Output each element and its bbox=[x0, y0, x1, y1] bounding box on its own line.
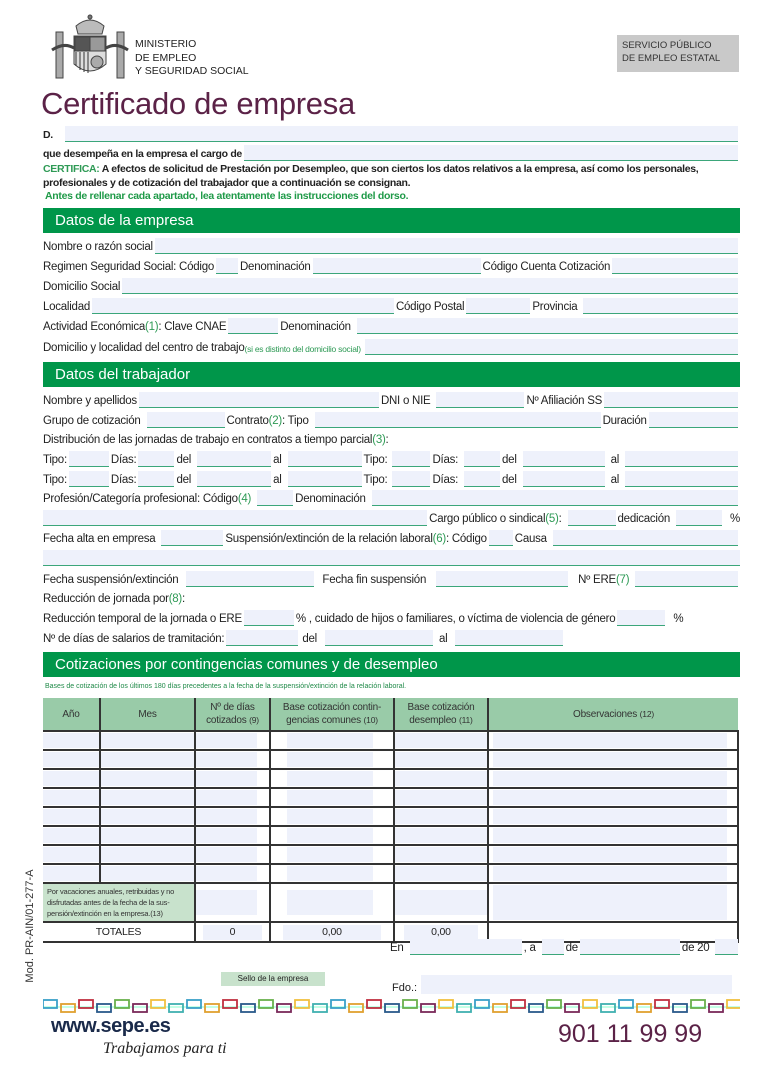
cell-desempleo[interactable] bbox=[394, 788, 488, 807]
cell-ano[interactable] bbox=[43, 807, 100, 826]
chain-link bbox=[61, 1004, 75, 1012]
dni-field[interactable] bbox=[436, 392, 524, 408]
row-reduccion bbox=[43, 588, 740, 606]
label: Provincia bbox=[532, 301, 578, 313]
label: Regimen Seguridad Social: Código bbox=[43, 261, 214, 273]
cell-ano[interactable] bbox=[43, 731, 100, 750]
label: Suspensión/extinción de la relación laboral bbox=[225, 533, 433, 545]
cell-ano[interactable] bbox=[43, 769, 100, 788]
table-row bbox=[43, 845, 738, 864]
cargo-publico-field[interactable] bbox=[568, 510, 616, 526]
section-empresa-header: Datos de la empresa bbox=[43, 208, 740, 233]
grupo-cotizacion-field[interactable] bbox=[147, 412, 225, 428]
table-row bbox=[43, 750, 738, 769]
note-ref: (8) bbox=[168, 593, 183, 605]
cell-dias[interactable] bbox=[195, 769, 270, 788]
col-header-base-comunes: Base cotización contin-gencias comunes (10) bbox=[270, 698, 394, 731]
ministry-name bbox=[135, 38, 249, 79]
tipo-field[interactable] bbox=[392, 471, 430, 487]
label: % bbox=[730, 513, 740, 525]
label: de 20 bbox=[681, 942, 710, 954]
note-ref: (4) bbox=[237, 493, 252, 505]
certifica-text bbox=[43, 162, 743, 190]
cell-comunes[interactable] bbox=[270, 807, 394, 826]
chain-link bbox=[673, 1004, 687, 1012]
cell-ano[interactable] bbox=[43, 788, 100, 807]
table-row bbox=[43, 807, 738, 826]
cell-mes[interactable] bbox=[100, 864, 195, 883]
chain-link bbox=[493, 1004, 507, 1012]
row-localidad bbox=[43, 296, 740, 314]
table-row bbox=[43, 864, 738, 883]
contrato-tipo-field[interactable] bbox=[315, 412, 601, 428]
cell-dias[interactable] bbox=[195, 788, 270, 807]
section-cotizaciones-header: Cotizaciones por contingencias comunes y de desempleo bbox=[43, 652, 740, 677]
cell-desempleo[interactable] bbox=[394, 845, 488, 864]
ere-field[interactable] bbox=[635, 571, 738, 587]
label: Cargo público o sindical bbox=[429, 513, 546, 525]
label: Tipo: bbox=[43, 474, 67, 486]
cell-ano[interactable] bbox=[43, 750, 100, 769]
row-grupo bbox=[43, 410, 740, 428]
row-reduccion-temporal bbox=[43, 608, 740, 626]
cell-observaciones[interactable] bbox=[488, 750, 738, 769]
note: (si es distinto del domicilio social) bbox=[244, 344, 361, 354]
cell-dias[interactable] bbox=[195, 731, 270, 750]
phone-number: 901 11 99 99 bbox=[558, 1020, 703, 1048]
centro-trabajo-field[interactable] bbox=[365, 339, 738, 355]
fdo-label: Fdo.: bbox=[392, 982, 418, 994]
total-desempleo: 0,00 bbox=[394, 922, 488, 942]
label: Reducción de jornada por bbox=[43, 593, 169, 605]
label: Días: bbox=[432, 474, 459, 486]
slogan: Trabajamos para ti bbox=[103, 1040, 227, 1057]
label: al bbox=[438, 633, 448, 645]
ano-field[interactable] bbox=[715, 939, 738, 955]
ccc-field[interactable] bbox=[612, 258, 738, 274]
label: Tipo: bbox=[363, 454, 388, 466]
chain-link bbox=[421, 1004, 435, 1012]
chain-link bbox=[169, 1004, 183, 1012]
domicilio-social-field[interactable] bbox=[122, 278, 738, 294]
label: Nombre y apellidos bbox=[43, 395, 137, 407]
label: Denominación bbox=[240, 261, 311, 273]
table-row bbox=[43, 788, 738, 807]
dia-field[interactable] bbox=[542, 939, 564, 955]
dias-field[interactable] bbox=[464, 471, 500, 487]
cell-dias[interactable] bbox=[195, 845, 270, 864]
row-domicilio bbox=[43, 276, 740, 294]
chain-link bbox=[457, 1004, 471, 1012]
table-row bbox=[43, 731, 738, 750]
cell-dias[interactable] bbox=[195, 826, 270, 845]
cell-comunes[interactable] bbox=[270, 826, 394, 845]
chain-link bbox=[529, 1004, 543, 1012]
table-row-vacaciones bbox=[43, 883, 738, 922]
section-trabajador-header: Datos del trabajador bbox=[43, 362, 740, 387]
label: Denominación bbox=[280, 321, 351, 333]
row-regimen bbox=[43, 256, 740, 274]
cell-comunes[interactable] bbox=[270, 769, 394, 788]
suspension-codigo-field[interactable] bbox=[489, 530, 513, 546]
tipo-field[interactable] bbox=[69, 451, 109, 467]
chain-link bbox=[133, 1004, 147, 1012]
label: Nº ERE bbox=[578, 574, 616, 586]
label: Distribución de las jornadas de trabajo en contratos a tiempo parcial bbox=[43, 434, 373, 446]
cell-mes[interactable] bbox=[100, 826, 195, 845]
col-header-dias: Nº de días cotizados (9) bbox=[195, 698, 270, 731]
label: , a bbox=[523, 942, 536, 954]
label: Contrato bbox=[226, 415, 269, 427]
cell-mes[interactable] bbox=[100, 788, 195, 807]
label: del bbox=[502, 474, 517, 486]
codigo-postal-field[interactable] bbox=[466, 298, 530, 314]
label: % , cuidado de hijos o familiares, o víctima de violencia de género bbox=[295, 613, 616, 625]
certifica-body: A efectos de solicitud de Prestación por Desempleo, que son ciertos los datos relativos a la empresa, así como los personales, profesionales y de cotización del trabajador que a continuación se consignan. bbox=[43, 163, 699, 189]
chain-link bbox=[313, 1004, 327, 1012]
salarios-del-field[interactable] bbox=[325, 630, 433, 646]
label: Causa bbox=[514, 533, 547, 545]
label: Profesión/Categoría profesional: Código bbox=[43, 493, 238, 505]
duracion-field[interactable] bbox=[649, 412, 738, 428]
cell-ano[interactable] bbox=[43, 845, 100, 864]
cell-mes[interactable] bbox=[100, 750, 195, 769]
agency-line: DE EMPLEO ESTATAL bbox=[622, 53, 721, 64]
firma-lugar-fecha bbox=[390, 937, 740, 955]
tipo-field[interactable] bbox=[392, 451, 430, 467]
cargo-row bbox=[43, 143, 740, 161]
totales-label: TOTALES bbox=[43, 922, 195, 942]
label: : Tipo bbox=[281, 415, 309, 427]
label: Domicilio y localidad del centro de trabajo bbox=[43, 342, 245, 354]
label: Domicilio Social bbox=[43, 281, 121, 293]
note-ref: (5) bbox=[545, 513, 559, 525]
table-row bbox=[43, 826, 738, 845]
total-dias: 0 bbox=[195, 922, 270, 942]
d-name-field[interactable] bbox=[65, 126, 738, 142]
label: Fecha alta en empresa bbox=[43, 533, 156, 545]
cell-desempleo[interactable] bbox=[394, 731, 488, 750]
label: Fecha suspensión/extinción bbox=[43, 574, 179, 586]
fecha-fin-suspension-field[interactable] bbox=[436, 571, 568, 587]
label: al bbox=[273, 474, 282, 486]
label: : bbox=[182, 593, 185, 605]
coat-of-arms-logo bbox=[50, 12, 130, 84]
chain-link bbox=[241, 1004, 255, 1012]
salarios-dias-field[interactable] bbox=[226, 630, 298, 646]
del-field[interactable] bbox=[523, 451, 605, 467]
cell-ano[interactable] bbox=[43, 864, 100, 883]
cell-ano[interactable] bbox=[43, 826, 100, 845]
cell-comunes[interactable] bbox=[270, 864, 394, 883]
decorative-chain-border bbox=[43, 998, 740, 1014]
cell-comunes[interactable] bbox=[270, 845, 394, 864]
dedicacion-field[interactable] bbox=[676, 510, 722, 526]
label: Reducción temporal de la jornada o ERE bbox=[43, 613, 242, 625]
col-header-base-desempleo: Base cotización desempleo (11) bbox=[394, 698, 488, 731]
fecha-alta-field[interactable] bbox=[161, 530, 223, 546]
label: al bbox=[610, 454, 620, 466]
cell-comunes[interactable] bbox=[270, 883, 394, 922]
agency-box bbox=[617, 35, 739, 72]
label: Días: bbox=[432, 454, 459, 466]
label: DNI o NIE bbox=[380, 395, 431, 407]
cell-observaciones[interactable] bbox=[488, 731, 738, 750]
cell-mes[interactable] bbox=[100, 731, 195, 750]
salarios-al-field[interactable] bbox=[455, 630, 563, 646]
reduccion-ere-field[interactable] bbox=[244, 610, 294, 626]
label: : Código bbox=[445, 533, 487, 545]
mes-field[interactable] bbox=[580, 939, 680, 955]
profesion-codigo-field[interactable] bbox=[257, 490, 293, 506]
cell-comunes[interactable] bbox=[270, 731, 394, 750]
dias-field[interactable] bbox=[138, 451, 174, 467]
cell-observaciones[interactable] bbox=[488, 769, 738, 788]
website-link[interactable]: www.sepe.es bbox=[51, 1015, 171, 1037]
row-causa-cont bbox=[43, 548, 740, 566]
label: Localidad bbox=[43, 301, 90, 313]
cell-desempleo[interactable] bbox=[394, 864, 488, 883]
chain-link bbox=[205, 1004, 219, 1012]
vacaciones-label: Por vacaciones anuales, retribuidas y no disfrutadas antes de la fecha de la sus-pensión/extinción en la empresa.(13) bbox=[43, 883, 195, 922]
del-field[interactable] bbox=[197, 471, 271, 487]
cuidado-field[interactable] bbox=[617, 610, 665, 626]
label: Código Postal bbox=[395, 301, 465, 313]
label: del bbox=[176, 454, 192, 466]
al-field[interactable] bbox=[625, 471, 738, 487]
label: del bbox=[302, 633, 317, 645]
row-jornada-2 bbox=[43, 469, 740, 487]
razon-social-field[interactable] bbox=[155, 238, 738, 254]
row-centro-trabajo bbox=[43, 337, 740, 355]
table-header-row bbox=[43, 698, 738, 731]
label: Duración bbox=[602, 415, 647, 427]
del-field[interactable] bbox=[197, 451, 271, 467]
cell-dias[interactable] bbox=[195, 864, 270, 883]
label: Tipo: bbox=[43, 454, 67, 466]
label: al bbox=[273, 454, 282, 466]
ministry-line: DE EMPLEO bbox=[135, 51, 197, 64]
note-ref: (6) bbox=[432, 533, 446, 545]
cell-desempleo[interactable] bbox=[394, 826, 488, 845]
label: % bbox=[673, 613, 684, 625]
fecha-suspension-field[interactable] bbox=[186, 571, 314, 587]
afiliacion-field[interactable] bbox=[604, 392, 738, 408]
col-header-mes: Mes bbox=[100, 698, 195, 731]
chain-link bbox=[565, 1004, 579, 1012]
label: : bbox=[385, 434, 389, 446]
label: : Clave CNAE bbox=[158, 321, 227, 333]
regimen-codigo-field[interactable] bbox=[216, 258, 238, 274]
label: al bbox=[610, 474, 620, 486]
cell-dias[interactable] bbox=[195, 807, 270, 826]
regimen-denominacion-field[interactable] bbox=[313, 258, 481, 274]
label: dedicación bbox=[617, 513, 671, 525]
row-fecha-alta bbox=[43, 528, 740, 546]
cnae-field[interactable] bbox=[228, 318, 278, 334]
cell-observaciones[interactable] bbox=[488, 845, 738, 864]
cell-observaciones[interactable] bbox=[488, 883, 738, 922]
sello-empresa-label: Sello de la empresa bbox=[221, 972, 325, 986]
note-ref: (7) bbox=[615, 574, 630, 586]
lugar-field[interactable] bbox=[410, 939, 522, 955]
row-actividad bbox=[43, 316, 740, 334]
al-field[interactable] bbox=[288, 451, 362, 467]
chain-link bbox=[277, 1004, 291, 1012]
cell-dias[interactable] bbox=[195, 883, 270, 922]
label: Fecha fin suspensión bbox=[322, 574, 427, 586]
ministry-line: Y SEGURIDAD SOCIAL bbox=[135, 65, 249, 77]
instructions-note: Antes de rellenar cada apartado, lea atentamente las instrucciones del dorso. bbox=[45, 190, 409, 202]
label: Días: bbox=[110, 474, 137, 486]
note-ref: (3) bbox=[372, 434, 386, 446]
note-ref: (1) bbox=[145, 321, 159, 333]
nombre-apellidos-field[interactable] bbox=[139, 392, 379, 408]
al-field[interactable] bbox=[625, 451, 738, 467]
row-fecha-suspension bbox=[43, 569, 740, 587]
profesion-denominacion-field[interactable] bbox=[372, 490, 738, 506]
causa-cont-field[interactable] bbox=[43, 550, 740, 566]
label: Grupo de cotización bbox=[43, 415, 141, 427]
page-title: Certificado de empresa bbox=[41, 86, 355, 121]
cargo-label: que desempeña en la empresa el cargo de bbox=[43, 148, 242, 160]
d-label: D. bbox=[43, 129, 53, 141]
actividad-denominacion-field[interactable] bbox=[357, 318, 738, 334]
al-field[interactable] bbox=[288, 471, 362, 487]
cotizaciones-table bbox=[43, 698, 739, 943]
chain-link bbox=[97, 1004, 111, 1012]
label: del bbox=[176, 474, 192, 486]
row-salarios bbox=[43, 628, 740, 646]
label: de bbox=[565, 942, 578, 954]
localidad-field[interactable] bbox=[92, 298, 394, 314]
cell-mes[interactable] bbox=[100, 807, 195, 826]
cell-comunes[interactable] bbox=[270, 750, 394, 769]
note-ref: (2) bbox=[268, 415, 282, 427]
d-row bbox=[43, 124, 740, 142]
row-nombre-empresa bbox=[43, 236, 740, 254]
chain-link bbox=[601, 1004, 615, 1012]
label: del bbox=[502, 454, 517, 466]
cell-desempleo[interactable] bbox=[394, 807, 488, 826]
cargo-field[interactable] bbox=[244, 145, 738, 161]
cell-desempleo[interactable] bbox=[394, 750, 488, 769]
cell-desempleo[interactable] bbox=[394, 769, 488, 788]
label: Nº de días de salarios de tramitación: bbox=[43, 633, 225, 645]
cell-observaciones[interactable] bbox=[488, 826, 738, 845]
dias-field[interactable] bbox=[464, 451, 500, 467]
provincia-field[interactable] bbox=[583, 298, 738, 314]
table-row bbox=[43, 769, 738, 788]
col-header-observaciones: Observaciones (12) bbox=[488, 698, 738, 731]
cell-mes[interactable] bbox=[100, 845, 195, 864]
cotizaciones-subtitle: Bases de cotización de los últimos 180 días precedentes a la fecha de la suspensión/extinción de la relación laboral. bbox=[45, 683, 407, 690]
model-code: Mod. PR-AIN/01-277-A bbox=[24, 869, 36, 983]
chain-link bbox=[385, 1004, 399, 1012]
label: Nombre o razón social bbox=[43, 241, 153, 253]
cell-observaciones[interactable] bbox=[488, 864, 738, 883]
dias-field[interactable] bbox=[138, 471, 174, 487]
cell-observaciones[interactable] bbox=[488, 807, 738, 826]
tipo-field[interactable] bbox=[69, 471, 109, 487]
chain-link bbox=[709, 1004, 723, 1012]
cell-dias[interactable] bbox=[195, 750, 270, 769]
certifica-label: CERTIFICA: bbox=[43, 163, 100, 175]
causa-field[interactable] bbox=[553, 530, 738, 546]
label: Actividad Económica bbox=[43, 321, 145, 333]
chain-link bbox=[637, 1004, 651, 1012]
ministry-line: MINISTERIO bbox=[135, 38, 197, 50]
firma-field[interactable] bbox=[421, 975, 732, 994]
label: Denominación bbox=[295, 493, 366, 505]
row-jornada-1 bbox=[43, 449, 740, 467]
total-comunes: 0,00 bbox=[270, 922, 394, 942]
row-profesion bbox=[43, 488, 740, 506]
label: Tipo: bbox=[363, 474, 388, 486]
label: En bbox=[390, 942, 404, 954]
cell-mes[interactable] bbox=[100, 769, 195, 788]
col-header-ano: Año bbox=[43, 698, 100, 731]
row-nombre-trabajador bbox=[43, 390, 740, 408]
label: Código Cuenta Cotización bbox=[482, 261, 611, 273]
label: : bbox=[558, 513, 562, 525]
cell-observaciones[interactable] bbox=[488, 788, 738, 807]
agency-line: SERVICIO PÚBLICO bbox=[622, 40, 712, 51]
profesion-denominacion-cont-field[interactable] bbox=[43, 510, 427, 526]
cell-comunes[interactable] bbox=[270, 788, 394, 807]
row-distribucion bbox=[43, 429, 740, 447]
cell-desempleo[interactable] bbox=[394, 883, 488, 922]
label: Nº Afiliación SS bbox=[526, 395, 603, 407]
del-field[interactable] bbox=[523, 471, 605, 487]
row-cargo-publico bbox=[43, 508, 740, 526]
chain-link bbox=[349, 1004, 363, 1012]
label: Días: bbox=[110, 454, 137, 466]
